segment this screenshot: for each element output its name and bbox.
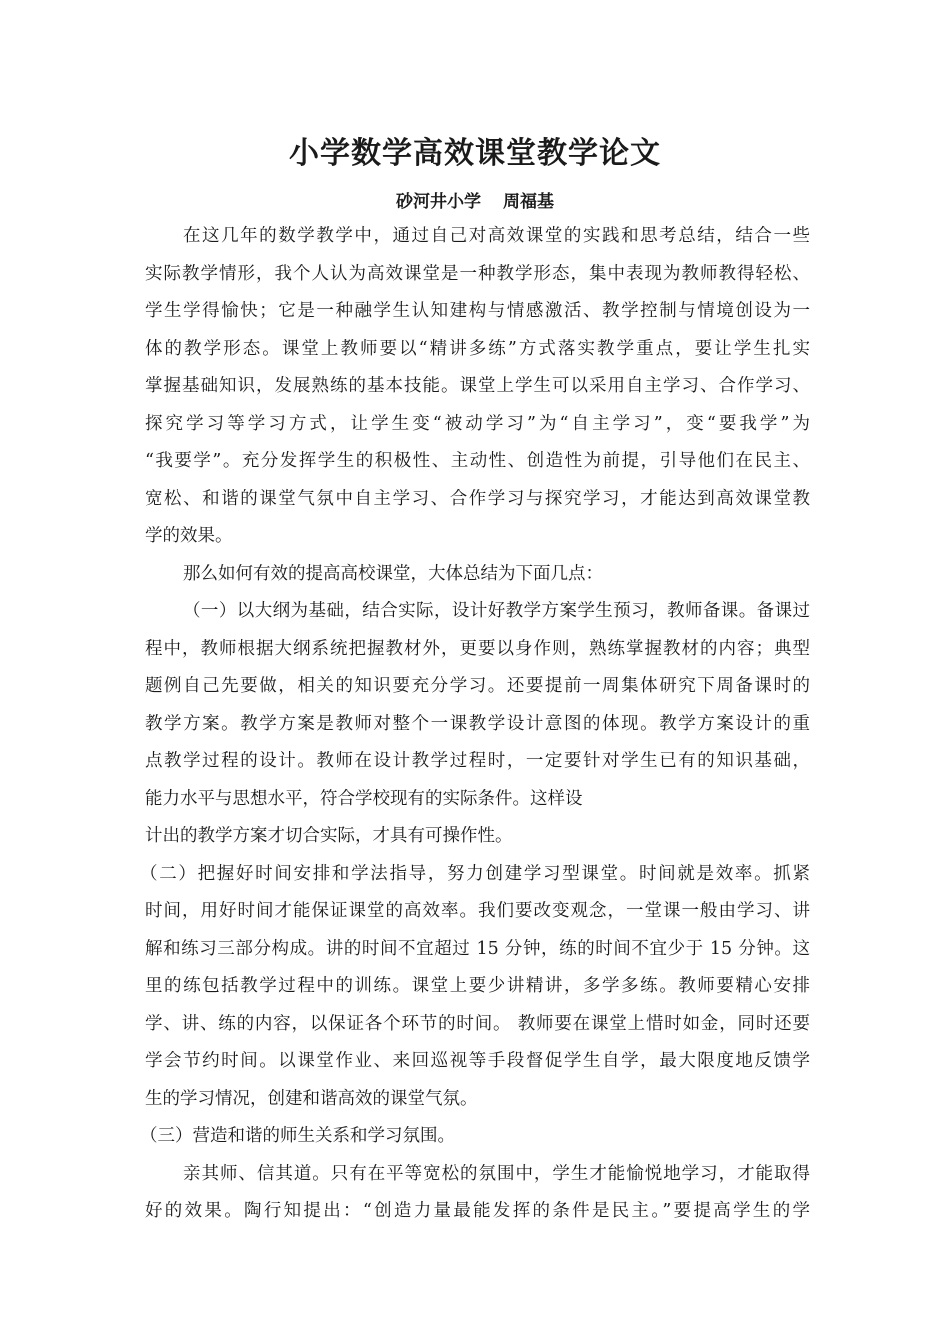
- text-line: 点教学过程的设计。教师在设计教学过程时，一定要针对学生已有的知识基础，: [145, 751, 810, 771]
- text-line: 学、讲、练的内容，以保证各个环节的时间。 教师要在课堂上惜时如金，同时还要: [145, 1014, 810, 1034]
- text-line: （一）以大纲为基础，结合实际，设计好教学方案学生预习，教师备课。备课过: [183, 601, 810, 621]
- text-line: “我要学”。充分发挥学生的积极性、主动性、创造性为前提，引导他们在民主、: [145, 451, 810, 471]
- text-line: 好的效果。陶行知提出：“创造力量最能发挥的条件是民主。”要提高学生的学: [145, 1201, 810, 1221]
- text-line: 亲其师、信其道。只有在平等宽松的氛围中，学生才能愉悦地学习，才能取得: [183, 1164, 810, 1184]
- author-school: 砂河井小学: [396, 192, 481, 212]
- text-line: 教学方案。教学方案是教师对整个一课教学设计意图的体现。教学方案设计的重: [145, 714, 810, 734]
- text-line: 体的教学形态。课堂上教师要以“精讲多练”方式落实教学重点，要让学生扎实: [145, 339, 810, 359]
- text-line: 生的学习情况，创建和谐高效的课堂气氛。: [145, 1089, 478, 1109]
- text-line: 时间，用好时间才能保证课堂的高效率。我们要改变观念，一堂课一般由学习、讲: [145, 901, 810, 921]
- text-line: 学的效果。: [145, 526, 233, 546]
- text-line: 里的练包括教学过程中的训练。课堂上要少讲精讲，多学多练。教师要精心安排: [145, 976, 810, 996]
- text-line: 实际教学情形，我个人认为高效课堂是一种教学形态，集中表现为教师教得轻松、: [145, 264, 810, 284]
- text-line: 学会节约时间。以课堂作业、来回巡视等手段督促学生自学，最大限度地反馈学: [145, 1051, 810, 1071]
- text-line: 能力水平与思想水平，符合学校现有的实际条件。这样设: [145, 789, 583, 809]
- text-line: 程中，教师根据大纲系统把握教材外，更要以身作则，熟练掌握教材的内容；典型: [145, 639, 810, 659]
- text-line: （二）把握好时间安排和学法指导，努力创建学习型课堂。时间就是效率。抓紧: [140, 864, 810, 884]
- author-name: 周福基: [503, 192, 554, 212]
- document-title: 小学数学高效课堂教学论文: [289, 136, 661, 171]
- author-line: [0, 187, 950, 212]
- text-line: 宽松、和谐的课堂气氛中自主学习、合作学习与探究学习，才能达到高效课堂教: [145, 489, 810, 509]
- text-line: 探究学习等学习方式，让学生变“被动学习”为“自主学习”，变“要我学”为: [145, 414, 810, 434]
- text-line: 计出的教学方案才切合实际，才具有可操作性。: [145, 826, 513, 846]
- text-line: 题例自己先要做，相关的知识要充分学习。还要提前一周集体研究下周备课时的: [145, 676, 810, 696]
- text-line: 学生学得愉快；它是一种融学生认知建构与情感激活、教学控制与情境创设为一: [145, 301, 810, 321]
- text-line: 掌握基础知识，发展熟练的基本技能。课堂上学生可以采用自主学习、合作学习、: [145, 376, 810, 396]
- text-line: 在这几年的数学教学中，通过自己对高效课堂的实践和思考总结，结合一些: [183, 226, 810, 246]
- text-line: 那么如何有效的提高高校课堂，大体总结为下面几点：: [183, 564, 603, 584]
- text-line: （三）营造和谐的师生关系和学习氛围。: [140, 1126, 455, 1146]
- text-line: 解和练习三部分构成。讲的时间不宜超过 15 分钟，练的时间不宜少于 15 分钟。这: [145, 939, 810, 959]
